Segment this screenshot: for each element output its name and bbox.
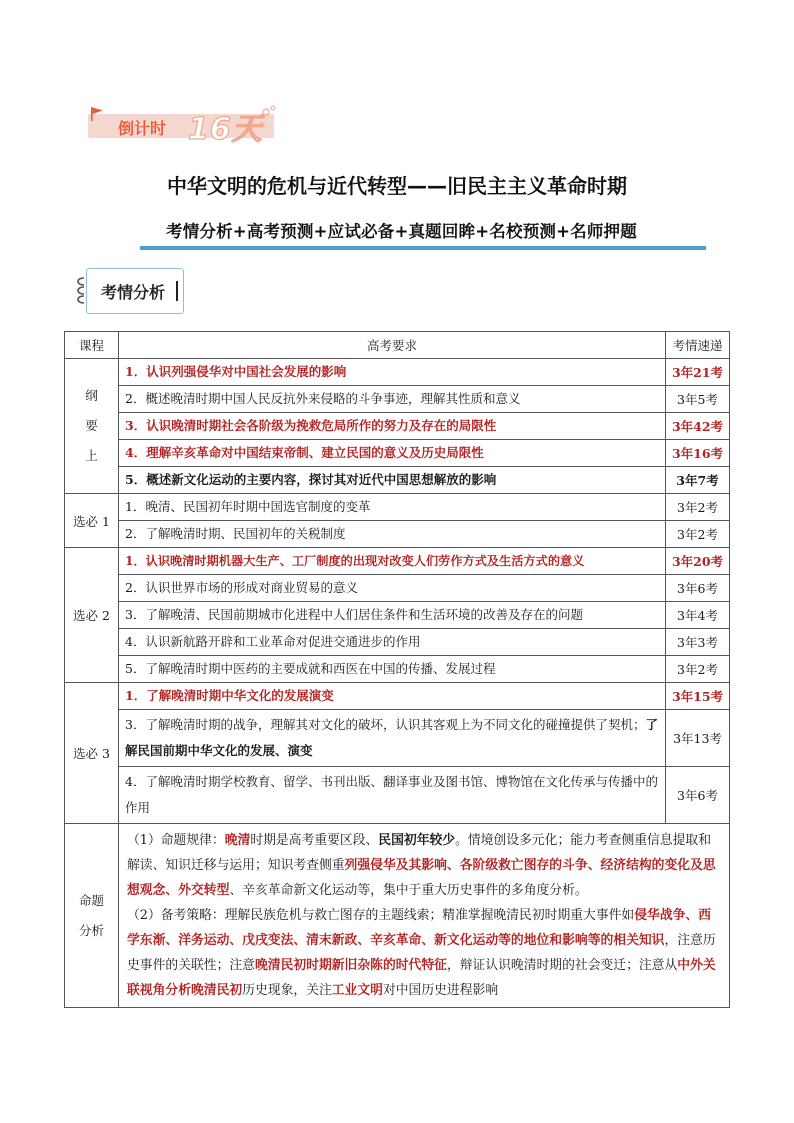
- table-row: [65, 494, 730, 521]
- frequency-value: 3年3考: [666, 629, 730, 656]
- text-caret: [176, 281, 178, 301]
- header-course: 课程: [65, 332, 119, 359]
- requirement-text: 2．概述晚清时期中国人民反抗外来侵略的斗争事迹，理解其性质和意义: [119, 386, 666, 413]
- frequency-value: 3年7考: [666, 467, 730, 494]
- countdown-label: 倒计时: [118, 119, 167, 138]
- frequency-value: 3年42考: [666, 413, 730, 440]
- countdown-days: 16天: [188, 112, 263, 147]
- subtitle-underline: [140, 246, 706, 250]
- analysis-row: [65, 824, 730, 1008]
- frequency-value: 3年20考: [666, 548, 730, 575]
- frequency-value: 3年13考: [666, 710, 730, 767]
- page-subtitle: 考情分析+高考预测+应试必备+真题回眸+名校预测+名师押题: [166, 222, 637, 241]
- requirement-text: 4．理解辛亥革命对中国结束帝制、建立民国的意义及历史局限性: [119, 440, 666, 467]
- requirement-text: 1．认识晚清时期机器大生产、工厂制度的出现对改变人们劳作方式及生活方式的意义: [119, 548, 666, 575]
- analysis-paragraph-2: （2）备考策略：理解民族危机与救亡图存的主题线索；精准掌握晚清民初时期重大事件如侵华战争、西学东渐、洋务运动、戊戌变法、清末新政、辛亥革命、新文化运动等的地位和影响等的相关知识，注意历史事件的关联性；注意晚清民初时期新旧杂陈的时代特征，辩证认识晚清时期的社会变迁；注意从中外关联视角分析晚清民初历史现象，关注工业文明对中国历史进程影响: [127, 908, 716, 998]
- exam-requirements-table: [64, 331, 730, 1008]
- table-row: [65, 521, 730, 548]
- course-cell-xuanbi2: 选必 2: [65, 548, 119, 683]
- table-row: [65, 710, 730, 767]
- frequency-value: 3年5考: [666, 386, 730, 413]
- table-row: [65, 602, 730, 629]
- table-row: [65, 767, 730, 824]
- table-row: [65, 413, 730, 440]
- frequency-value: 3年21考: [666, 359, 730, 386]
- requirement-text: 1．认识列强侵华对中国社会发展的影响: [119, 359, 666, 386]
- requirement-text: 3．认识晚清时期社会各阶级为挽救危局所作的努力及存在的局限性: [119, 413, 666, 440]
- table-row: [65, 575, 730, 602]
- course-cell-xuanbi1: 选必 1: [65, 494, 119, 548]
- table-row: [65, 359, 730, 386]
- frequency-value: 3年15考: [666, 683, 730, 710]
- table-row: [65, 548, 730, 575]
- page-title: 中华文明的危机与近代转型——旧民主主义革命时期: [167, 174, 627, 198]
- table-row: [65, 386, 730, 413]
- sparkle-icon: [260, 104, 278, 122]
- requirement-text: 2．认识世界市场的形成对商业贸易的意义: [119, 575, 666, 602]
- requirement-text: 1．晚清、民国初年时期中国选官制度的变革: [119, 494, 666, 521]
- table-row: [65, 467, 730, 494]
- frequency-value: 3年2考: [666, 521, 730, 548]
- table-row: [65, 629, 730, 656]
- requirement-text: 4．了解晚清时期学校教育、留学、书刊出版、翻译事业及图书馆、博物馆在文化传承与传播中的作用: [119, 767, 666, 824]
- course-cell-analysis: 命题 分析: [65, 824, 119, 1008]
- table-row: [65, 683, 730, 710]
- table-header-row: [65, 332, 730, 359]
- frequency-value: 3年2考: [666, 494, 730, 521]
- course-cell-xuanbi3: 选必 3: [65, 683, 119, 824]
- table-row: [65, 440, 730, 467]
- requirement-text: 5．概述新文化运动的主要内容，探讨其对近代中国思想解放的影响: [119, 467, 666, 494]
- frequency-value: 3年2考: [666, 656, 730, 683]
- section-label: 考情分析: [101, 283, 166, 302]
- frequency-value: 3年6考: [666, 767, 730, 824]
- frequency-value: 3年16考: [666, 440, 730, 467]
- countdown-banner: [88, 104, 278, 147]
- requirement-text: 1．了解晚清时期中华文化的发展演变: [119, 683, 666, 710]
- table-row: [65, 656, 730, 683]
- requirement-text: 3．了解晚清时期的战争，理解其对文化的破坏，认识其客观上为不同文化的碰撞提供了契机；了解民国前期中华文化的发展、演变: [119, 710, 666, 767]
- frequency-value: 3年4考: [666, 602, 730, 629]
- header-frequency: 考情速递: [666, 332, 730, 359]
- flag-icon: [90, 106, 104, 122]
- section-header-box: [86, 268, 184, 314]
- frequency-value: 3年6考: [666, 575, 730, 602]
- requirement-text: 3．了解晚清、民国前期城市化进程中人们居住条件和生活环境的改善及存在的问题: [119, 602, 666, 629]
- requirement-text: 4．认识新航路开辟和工业革命对促进交通进步的作用: [119, 629, 666, 656]
- header-requirement: 高考要求: [119, 332, 666, 359]
- requirement-text: 2．了解晚清时期、民国初年的关税制度: [119, 521, 666, 548]
- course-cell-gangyao: 纲 要 上: [65, 359, 119, 494]
- requirement-text: 5．了解晚清时期中医药的主要成就和西医在中国的传播、发展过程: [119, 656, 666, 683]
- analysis-content: [119, 824, 730, 1008]
- analysis-paragraph-1: （1）命题规律：晚清时期是高考重要区段、民国初年较少。情境创设多元化；能力考查侧重信息提取和解读、知识迁移与运用；知识考查侧重列强侵华及其影响、各阶级救亡图存的斗争、经济结构的变化及思想观念、外交转型、辛亥革命新文化运动等，集中于重大历史事件的多角度分析。: [127, 833, 716, 898]
